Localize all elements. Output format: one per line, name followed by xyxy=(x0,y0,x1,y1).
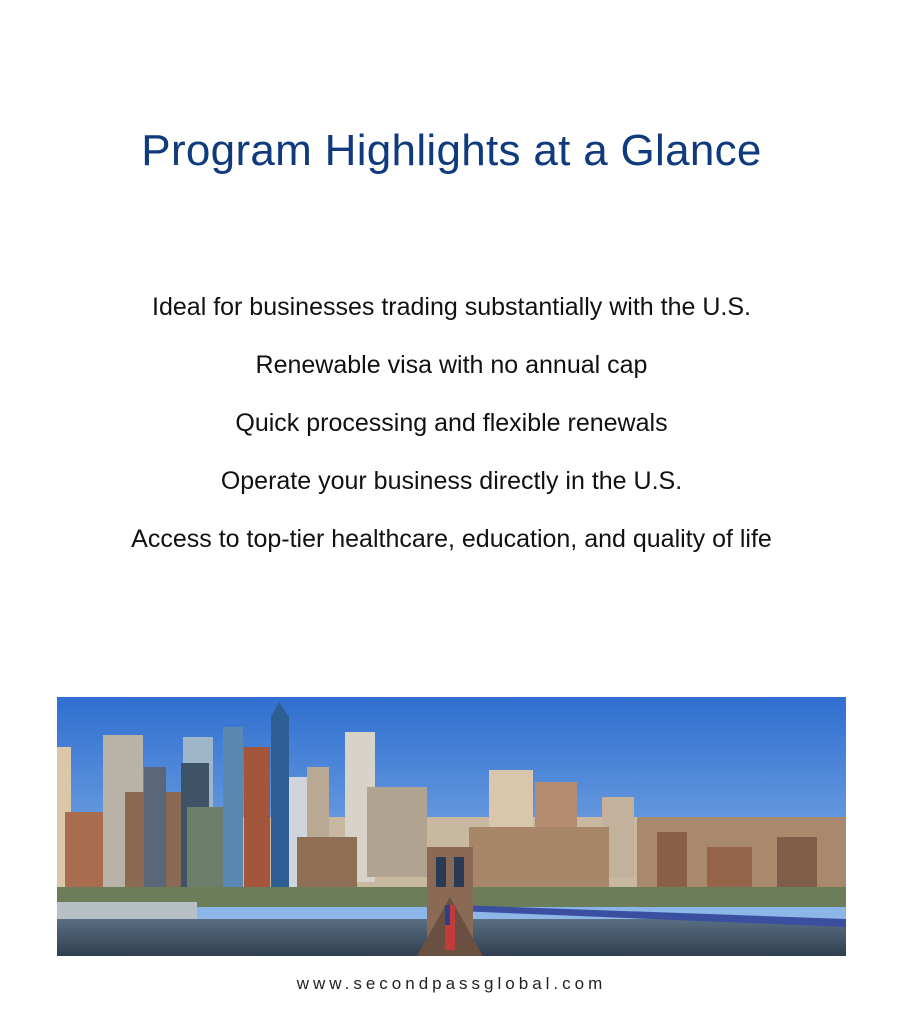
website-url: www.secondpassglobal.com xyxy=(296,974,607,993)
highlights-list xyxy=(0,288,903,578)
skyline-banner-image xyxy=(57,697,846,956)
highlight-item: Access to top-tier healthcare, education, and quality of life xyxy=(131,525,772,553)
highlight-item: Ideal for businesses trading substantially with the U.S. xyxy=(152,293,751,321)
highlight-item: Quick processing and flexible renewals xyxy=(235,409,668,437)
highlight-item: Renewable visa with no annual cap xyxy=(255,351,648,379)
skyline-illustration xyxy=(57,697,846,956)
page-title: Program Highlights at a Glance xyxy=(141,126,762,175)
highlight-item: Operate your business directly in the U.S. xyxy=(220,467,683,495)
